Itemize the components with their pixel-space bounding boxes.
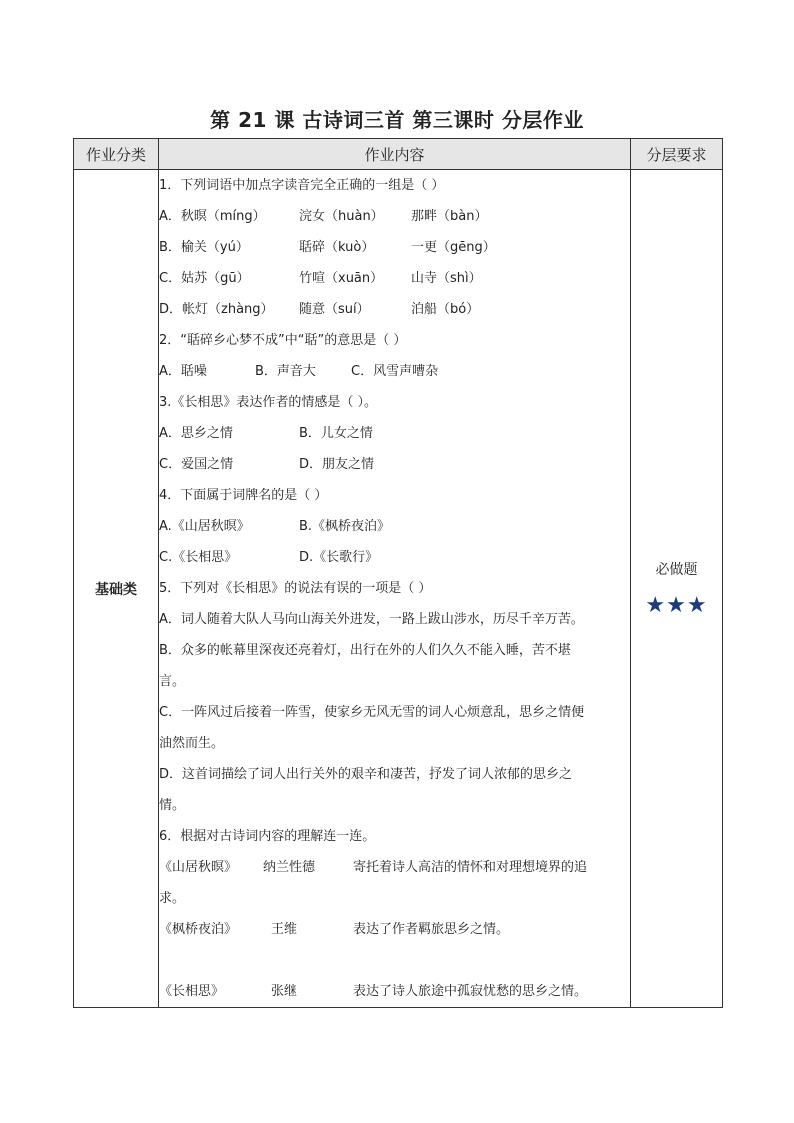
q4-stem: 4．下面属于词牌名的是（ ）	[159, 488, 328, 503]
header-requirement: 分层要求	[631, 139, 723, 170]
content-cell	[159, 170, 631, 1008]
content-row	[74, 170, 723, 1008]
q5-option-d-line2: 情。	[159, 798, 186, 813]
q1-option-b	[159, 232, 630, 263]
q1-d-3: 泊船（bó）	[411, 302, 480, 317]
header-row	[74, 139, 723, 170]
q1-b-2: 聒碎（kuò）	[299, 240, 375, 255]
category-cell: 基础类	[74, 170, 159, 1008]
q2-options	[159, 356, 630, 387]
q1-c-1: C．姑苏（gū）	[159, 271, 250, 286]
q5-stem: 5．下列对《长相思》的说法有误的一项是（ ）	[159, 581, 432, 596]
q6-r1-author: 纳兰性德	[263, 860, 316, 875]
q4-d: D.《长歌行》	[299, 550, 379, 565]
q6-row1	[159, 852, 630, 883]
q6-row2	[159, 914, 630, 945]
q3-stem: 3.《长相思》表达作者的情感是（ ）。	[159, 395, 378, 410]
q1-d-1: D．帐灯（zhàng）	[159, 302, 274, 317]
q1-c-2: 竹喧（xuān）	[299, 271, 384, 286]
q1-stem: 1．下列词语中加点字读音完全正确的一组是（ ）	[159, 178, 445, 193]
q6-row3	[159, 976, 630, 1007]
q6-r3-poem: 《长相思》	[159, 984, 225, 999]
header-content: 作业内容	[159, 139, 631, 170]
q1-a-3: 那畔（bàn）	[411, 209, 488, 224]
q3-c: C．爱国之情	[159, 457, 234, 472]
q3-row1	[159, 418, 630, 449]
q2-stem: 2．“聒碎乡心梦不成”中“聒”的意思是（ ）	[159, 333, 407, 348]
q1-c-3: 山寺（shì）	[411, 271, 482, 286]
q3-row2	[159, 449, 630, 480]
star-rating: ★★★	[645, 593, 708, 618]
q6-r3-meaning: 表达了诗人旅途中孤寂忧愁的思乡之情。	[353, 984, 588, 999]
q3-d: D．朋友之情	[299, 457, 375, 472]
homework-table	[73, 138, 723, 1008]
q2-a: A．聒噪	[159, 364, 207, 379]
q3-b: B．儿女之情	[299, 426, 373, 441]
q1-b-1: B．榆关（yú）	[159, 240, 249, 255]
q6-r2-author: 王维	[271, 922, 298, 937]
q5-option-c-line1: C．一阵风过后接着一阵雪，使家乡无风无雪的词人心烦意乱，思乡之情便	[159, 705, 585, 720]
q1-option-d	[159, 294, 630, 325]
q6-stem: 6．根据对古诗词内容的理解连一连。	[159, 829, 376, 844]
q3-a: A．思乡之情	[159, 426, 233, 441]
requirement-label: 必做题	[655, 562, 698, 578]
q4-a: A.《山居秋暝》	[159, 519, 250, 534]
q6-r1-meaning: 寄托着诗人高洁的情怀和对理想境界的追	[353, 860, 588, 875]
q1-a-1: A．秋暝（míng）	[159, 209, 266, 224]
q6-r2-meaning: 表达了作者羁旅思乡之情。	[353, 922, 510, 937]
page-title: 第 21 课 古诗词三首 第三课时 分层作业	[210, 108, 584, 132]
q1-option-c	[159, 263, 630, 294]
q2-b: B．声音大	[255, 364, 316, 379]
q1-d-2: 随意（suí）	[299, 302, 370, 317]
q1-b-3: 一更（gēng）	[411, 240, 496, 255]
q4-row1	[159, 511, 630, 542]
requirement-cell	[631, 170, 723, 1008]
q4-c: C.《长相思》	[159, 550, 238, 565]
q5-option-b-line2: 言。	[159, 674, 186, 689]
q5-option-c-line2: 油然而生。	[159, 736, 225, 751]
q1-option-a	[159, 201, 630, 232]
header-category: 作业分类	[74, 139, 159, 170]
q5-option-d-line1: D．这首词描绘了词人出行关外的艰辛和凄苦，抒发了词人浓郁的思乡之	[159, 767, 573, 782]
q4-row2	[159, 542, 630, 573]
q6-r3-author: 张继	[271, 984, 298, 999]
q5-option-a: A．词人随着大队人马向山海关外进发，一路上跋山涉水，历尽千辛万苦。	[159, 612, 584, 627]
q5-option-b-line1: B．众多的帐幕里深夜还亮着灯，出行在外的人们久久不能入睡，苦不堪	[159, 643, 571, 658]
q6-row1-cont: 求。	[159, 891, 186, 906]
q6-spacer	[159, 945, 630, 976]
q1-a-2: 浣女（huàn）	[299, 209, 384, 224]
q2-c: C．风雪声嘈杂	[351, 364, 439, 379]
q4-b: B.《枫桥夜泊》	[299, 519, 391, 534]
q6-r1-poem: 《山居秋暝》	[159, 860, 238, 875]
q6-r2-poem: 《枫桥夜泊》	[159, 922, 238, 937]
